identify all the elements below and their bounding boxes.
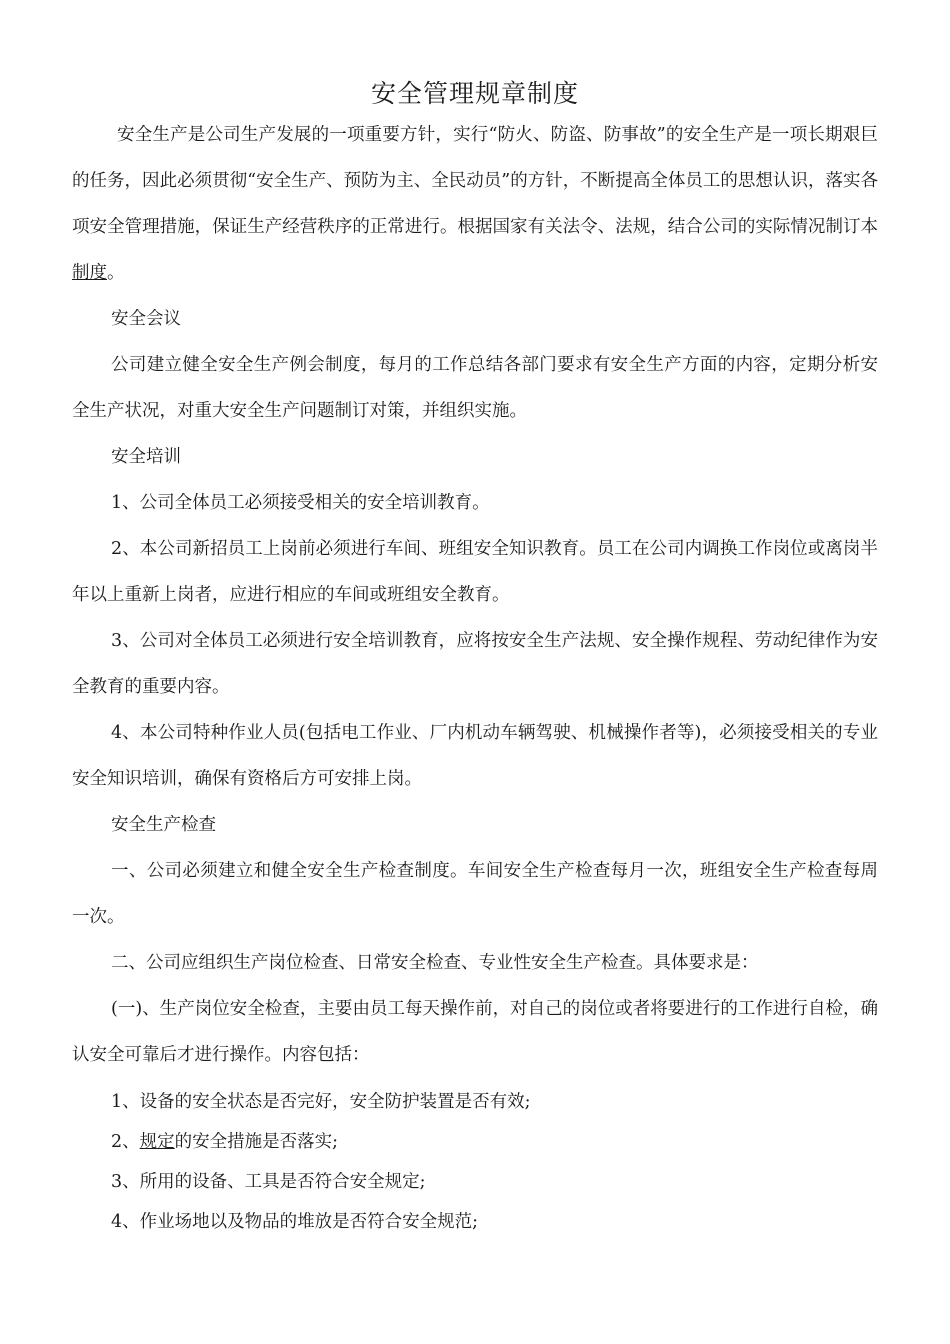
inspection-list-item-1: 1、设备的安全状态是否完好，安全防护装置是否有效;: [111, 1092, 531, 1112]
inspection-paragraph-3: (一)、生产岗位安全检查，主要由员工每天操作前，对自己的岗位或者将要进行的工作进行自检，确认安全可靠后才进行操作。内容包括：: [72, 999, 878, 1065]
intro-paragraph: [72, 112, 878, 296]
training-item-1: 1、公司全体员工必须接受相关的安全培训教育。: [111, 493, 490, 513]
list-item-2-text: 的安全措施是否落实;: [174, 1132, 339, 1152]
intro-text: 安全生产是公司生产发展的一项重要方针，实行“防火、防盗、防事故”的安全生产是一项长期艰巨的任务，因此必须贯彻“安全生产、预防为主、全民动员”的方针，不断提高全体员工的思想认识，落实各项安全管理措施，保证生产经营秩序的正常进行。根据国家有关法令、法规，结合公司的实际情况制订本: [72, 125, 878, 237]
section-heading-inspection: 安全生产检查: [111, 815, 216, 835]
inspection-list-item-2: [72, 1122, 878, 1162]
intro-end: 。: [107, 263, 125, 283]
inspection-paragraph-1: 一、公司必须建立和健全安全生产检查制度。车间安全生产检查每月一次，班组安全生产检查每周一次。: [72, 861, 878, 927]
meeting-paragraph: 公司建立健全安全生产例会制度，每月的工作总结各部门要求有安全生产方面的内容，定期分析安全生产状况，对重大安全生产问题制订对策，并组织实施。: [72, 355, 878, 421]
document-title: 安全管理规章制度: [370, 79, 579, 108]
intro-underlined-word[interactable]: 制度: [72, 263, 107, 283]
section-heading-meeting: 安全会议: [111, 309, 181, 329]
training-item-4: 4、本公司特种作业人员(包括电工作业、厂内机动车辆驾驶、机械操作者等)，必须接受相关的专业安全知识培训，确保有资格后方可安排上岗。: [72, 723, 878, 789]
inspection-paragraph-2: 二、公司应组织生产岗位检查、日常安全检查、专业性安全生产检查。具体要求是：: [111, 953, 759, 973]
document-page: [72, 74, 878, 1242]
section-heading-training: 安全培训: [111, 447, 181, 467]
list-item-2-underlined-word[interactable]: 规定: [139, 1132, 175, 1152]
list-item-2-number: 2、: [111, 1132, 140, 1152]
training-item-2: 2、本公司新招员工上岗前必须进行车间、班组安全知识教育。员工在公司内调换工作岗位或离岗半年以上重新上岗者，应进行相应的车间或班组安全教育。: [72, 539, 878, 605]
training-item-3: 3、公司对全体员工必须进行安全培训教育，应将按安全生产法规、安全操作规程、劳动纪律作为安全教育的重要内容。: [72, 631, 878, 697]
inspection-list-item-4: 4、作业场地以及物品的堆放是否符合安全规范;: [111, 1212, 479, 1232]
inspection-list-item-3: 3、所用的设备、工具是否符合安全规定;: [111, 1172, 426, 1192]
